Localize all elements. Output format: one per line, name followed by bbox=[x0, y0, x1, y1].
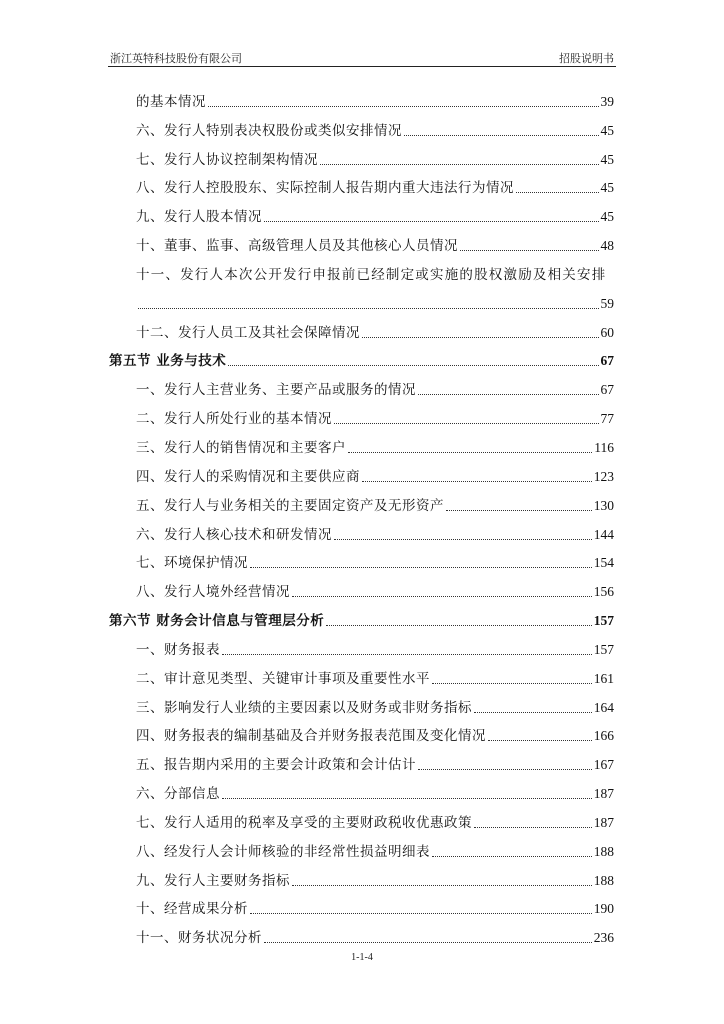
toc-entry-page-number: 48 bbox=[600, 238, 614, 254]
toc-dot-leader bbox=[516, 191, 599, 193]
toc-entry-title: 一、发行人主营业务、主要产品或服务的情况 bbox=[136, 382, 416, 399]
toc-entry[interactable] bbox=[109, 661, 614, 690]
toc-entry-title: 第六节 财务会计信息与管理层分析 bbox=[109, 613, 325, 630]
toc-dot-leader bbox=[362, 480, 592, 482]
toc-entry-page-number: 166 bbox=[593, 728, 614, 744]
toc-entry[interactable] bbox=[109, 488, 614, 517]
page-header bbox=[110, 50, 614, 66]
toc-entry[interactable] bbox=[109, 228, 614, 257]
toc-entry-title: 二、发行人所处行业的基本情况 bbox=[136, 411, 332, 428]
toc-entry-page-number: 144 bbox=[593, 526, 614, 542]
toc-entry-page-number: 167 bbox=[593, 757, 614, 773]
toc-dot-leader bbox=[326, 624, 592, 626]
toc-entry-title: 九、发行人主要财务指标 bbox=[136, 872, 290, 889]
toc-entry-title: 四、发行人的采购情况和主要供应商 bbox=[136, 468, 360, 485]
toc-entry[interactable] bbox=[109, 517, 614, 546]
toc-dot-leader bbox=[446, 509, 592, 511]
toc-dot-leader bbox=[264, 220, 599, 222]
toc-entry-page-number: 45 bbox=[600, 180, 614, 196]
toc-entry-page-number: 164 bbox=[593, 699, 614, 715]
toc-entry-title: 三、影响发行人业绩的主要因素以及财务或非财务指标 bbox=[136, 699, 472, 716]
toc-entry[interactable] bbox=[109, 632, 614, 661]
toc-dot-leader bbox=[460, 249, 599, 251]
toc-entry[interactable] bbox=[109, 776, 614, 805]
toc-entry-title: 五、发行人与业务相关的主要固定资产及无形资产 bbox=[136, 497, 444, 514]
toc-entry[interactable] bbox=[109, 863, 614, 892]
toc-entry-page-number: 77 bbox=[600, 411, 614, 427]
toc-entry[interactable] bbox=[109, 401, 614, 430]
toc-dot-leader bbox=[228, 364, 598, 366]
toc-entry-page-number: 156 bbox=[593, 584, 614, 600]
toc-entry[interactable] bbox=[109, 574, 614, 603]
toc-entry-title: 六、分部信息 bbox=[136, 786, 220, 803]
toc-entry[interactable] bbox=[109, 690, 614, 719]
toc-entry[interactable] bbox=[109, 142, 614, 171]
toc-entry[interactable] bbox=[109, 430, 614, 459]
toc-entry-page-number: 45 bbox=[600, 122, 614, 138]
toc-entry[interactable] bbox=[109, 747, 614, 776]
toc-entry[interactable] bbox=[109, 257, 614, 286]
toc-entry-page-number: 67 bbox=[600, 353, 614, 369]
toc-entry-page-number: 188 bbox=[593, 872, 614, 888]
toc-entry-page-number: 190 bbox=[593, 901, 614, 917]
toc-section-entry[interactable] bbox=[109, 603, 614, 632]
toc-entry-page-number: 187 bbox=[593, 786, 614, 802]
toc-entry-title: 七、环境保护情况 bbox=[136, 555, 248, 572]
toc-entry-title: 六、发行人特别表决权股份或类似安排情况 bbox=[136, 122, 402, 139]
toc-entry[interactable] bbox=[109, 892, 614, 921]
toc-entry[interactable] bbox=[109, 286, 614, 315]
toc-entry[interactable] bbox=[109, 199, 614, 228]
toc-entry[interactable] bbox=[109, 546, 614, 575]
toc-entry-title: 十二、发行人员工及其社会保障情况 bbox=[136, 324, 360, 341]
toc-entry-title: 七、发行人协议控制架构情况 bbox=[136, 151, 318, 168]
toc-entry[interactable] bbox=[109, 719, 614, 748]
toc-entry[interactable] bbox=[109, 834, 614, 863]
toc-dot-leader bbox=[474, 711, 592, 713]
toc-entry-page-number: 130 bbox=[593, 497, 614, 513]
toc-dot-leader bbox=[138, 307, 599, 309]
toc-entry-title: 十、董事、监事、高级管理人员及其他核心人员情况 bbox=[136, 238, 458, 255]
toc-dot-leader bbox=[362, 336, 599, 338]
toc-dot-leader bbox=[418, 768, 592, 770]
toc-entry-title: 二、审计意见类型、关键审计事项及重要性水平 bbox=[136, 670, 430, 687]
toc-entry-page-number: 116 bbox=[594, 439, 614, 455]
toc-entry-title: 八、发行人控股股东、实际控制人报告期内重大违法行为情况 bbox=[136, 180, 514, 197]
toc-entry-page-number: 154 bbox=[593, 555, 614, 571]
toc-entry-page-number: 67 bbox=[600, 382, 614, 398]
toc-entry-title: 十、经营成果分析 bbox=[136, 901, 248, 918]
toc-entry-title: 九、发行人股本情况 bbox=[136, 209, 262, 226]
toc-entry-title: 八、发行人境外经营情况 bbox=[136, 584, 290, 601]
toc-dot-leader bbox=[432, 855, 592, 857]
header-document-type: 招股说明书 bbox=[559, 52, 614, 65]
toc-dot-leader bbox=[208, 105, 599, 107]
toc-entry[interactable] bbox=[109, 84, 614, 113]
page-number: 1-1-4 bbox=[351, 952, 373, 963]
toc-dot-leader bbox=[488, 739, 592, 741]
toc-entry[interactable] bbox=[109, 372, 614, 401]
header-divider bbox=[108, 66, 616, 67]
toc-dot-leader bbox=[474, 826, 592, 828]
toc-entry-title: 三、发行人的销售情况和主要客户 bbox=[136, 439, 346, 456]
toc-dot-leader bbox=[320, 163, 599, 165]
toc-entry-title: 六、发行人核心技术和研发情况 bbox=[136, 526, 332, 543]
toc-dot-leader bbox=[292, 595, 592, 597]
toc-entry[interactable] bbox=[109, 171, 614, 200]
toc-entry-page-number: 236 bbox=[593, 930, 614, 946]
toc-dot-leader bbox=[222, 797, 592, 799]
toc-entry-page-number: 187 bbox=[593, 814, 614, 830]
toc-entry-page-number: 60 bbox=[600, 324, 614, 340]
toc-dot-leader bbox=[250, 566, 592, 568]
table-of-contents bbox=[109, 84, 614, 949]
toc-entry-page-number: 45 bbox=[600, 209, 614, 225]
toc-dot-leader bbox=[432, 682, 592, 684]
toc-entry-title: 的基本情况 bbox=[136, 93, 206, 110]
toc-entry-page-number: 157 bbox=[593, 613, 614, 629]
toc-dot-leader bbox=[404, 134, 599, 136]
toc-entry-title: 十一、财务状况分析 bbox=[136, 930, 262, 947]
toc-entry-title: 五、报告期内采用的主要会计政策和会计估计 bbox=[136, 757, 416, 774]
toc-dot-leader bbox=[292, 884, 592, 886]
toc-entry-title: 第五节 业务与技术 bbox=[109, 353, 227, 370]
toc-dot-leader bbox=[348, 451, 592, 453]
toc-entry[interactable] bbox=[109, 113, 614, 142]
toc-entry-page-number: 39 bbox=[600, 93, 614, 109]
toc-section-entry[interactable] bbox=[109, 344, 614, 373]
toc-entry[interactable] bbox=[109, 920, 614, 949]
toc-dot-leader bbox=[250, 912, 592, 914]
toc-entry-page-number: 188 bbox=[593, 843, 614, 859]
toc-entry-page-number: 123 bbox=[593, 468, 614, 484]
toc-entry-title: 四、财务报表的编制基础及合并财务报表范围及变化情况 bbox=[136, 728, 486, 745]
toc-entry-title: 一、财务报表 bbox=[136, 641, 220, 658]
toc-dot-leader bbox=[418, 393, 599, 395]
toc-dot-leader bbox=[264, 941, 592, 943]
toc-dot-leader bbox=[334, 538, 592, 540]
toc-entry-page-number: 59 bbox=[600, 295, 614, 311]
toc-entry[interactable] bbox=[109, 805, 614, 834]
header-company-name: 浙江英特科技股份有限公司 bbox=[110, 52, 242, 65]
toc-entry-page-number: 161 bbox=[593, 670, 614, 686]
toc-entry-page-number: 45 bbox=[600, 151, 614, 167]
toc-entry[interactable] bbox=[109, 315, 614, 344]
toc-entry-title: 十一、发行人本次公开发行申报前已经制定或实施的股权激励及相关安排 bbox=[136, 266, 607, 283]
toc-dot-leader bbox=[222, 653, 592, 655]
toc-entry[interactable] bbox=[109, 459, 614, 488]
toc-entry-title: 七、发行人适用的税率及享受的主要财政税收优惠政策 bbox=[136, 814, 472, 831]
toc-entry-title: 八、经发行人会计师核验的非经常性损益明细表 bbox=[136, 843, 430, 860]
toc-entry-page-number: 157 bbox=[593, 641, 614, 657]
toc-dot-leader bbox=[334, 422, 599, 424]
